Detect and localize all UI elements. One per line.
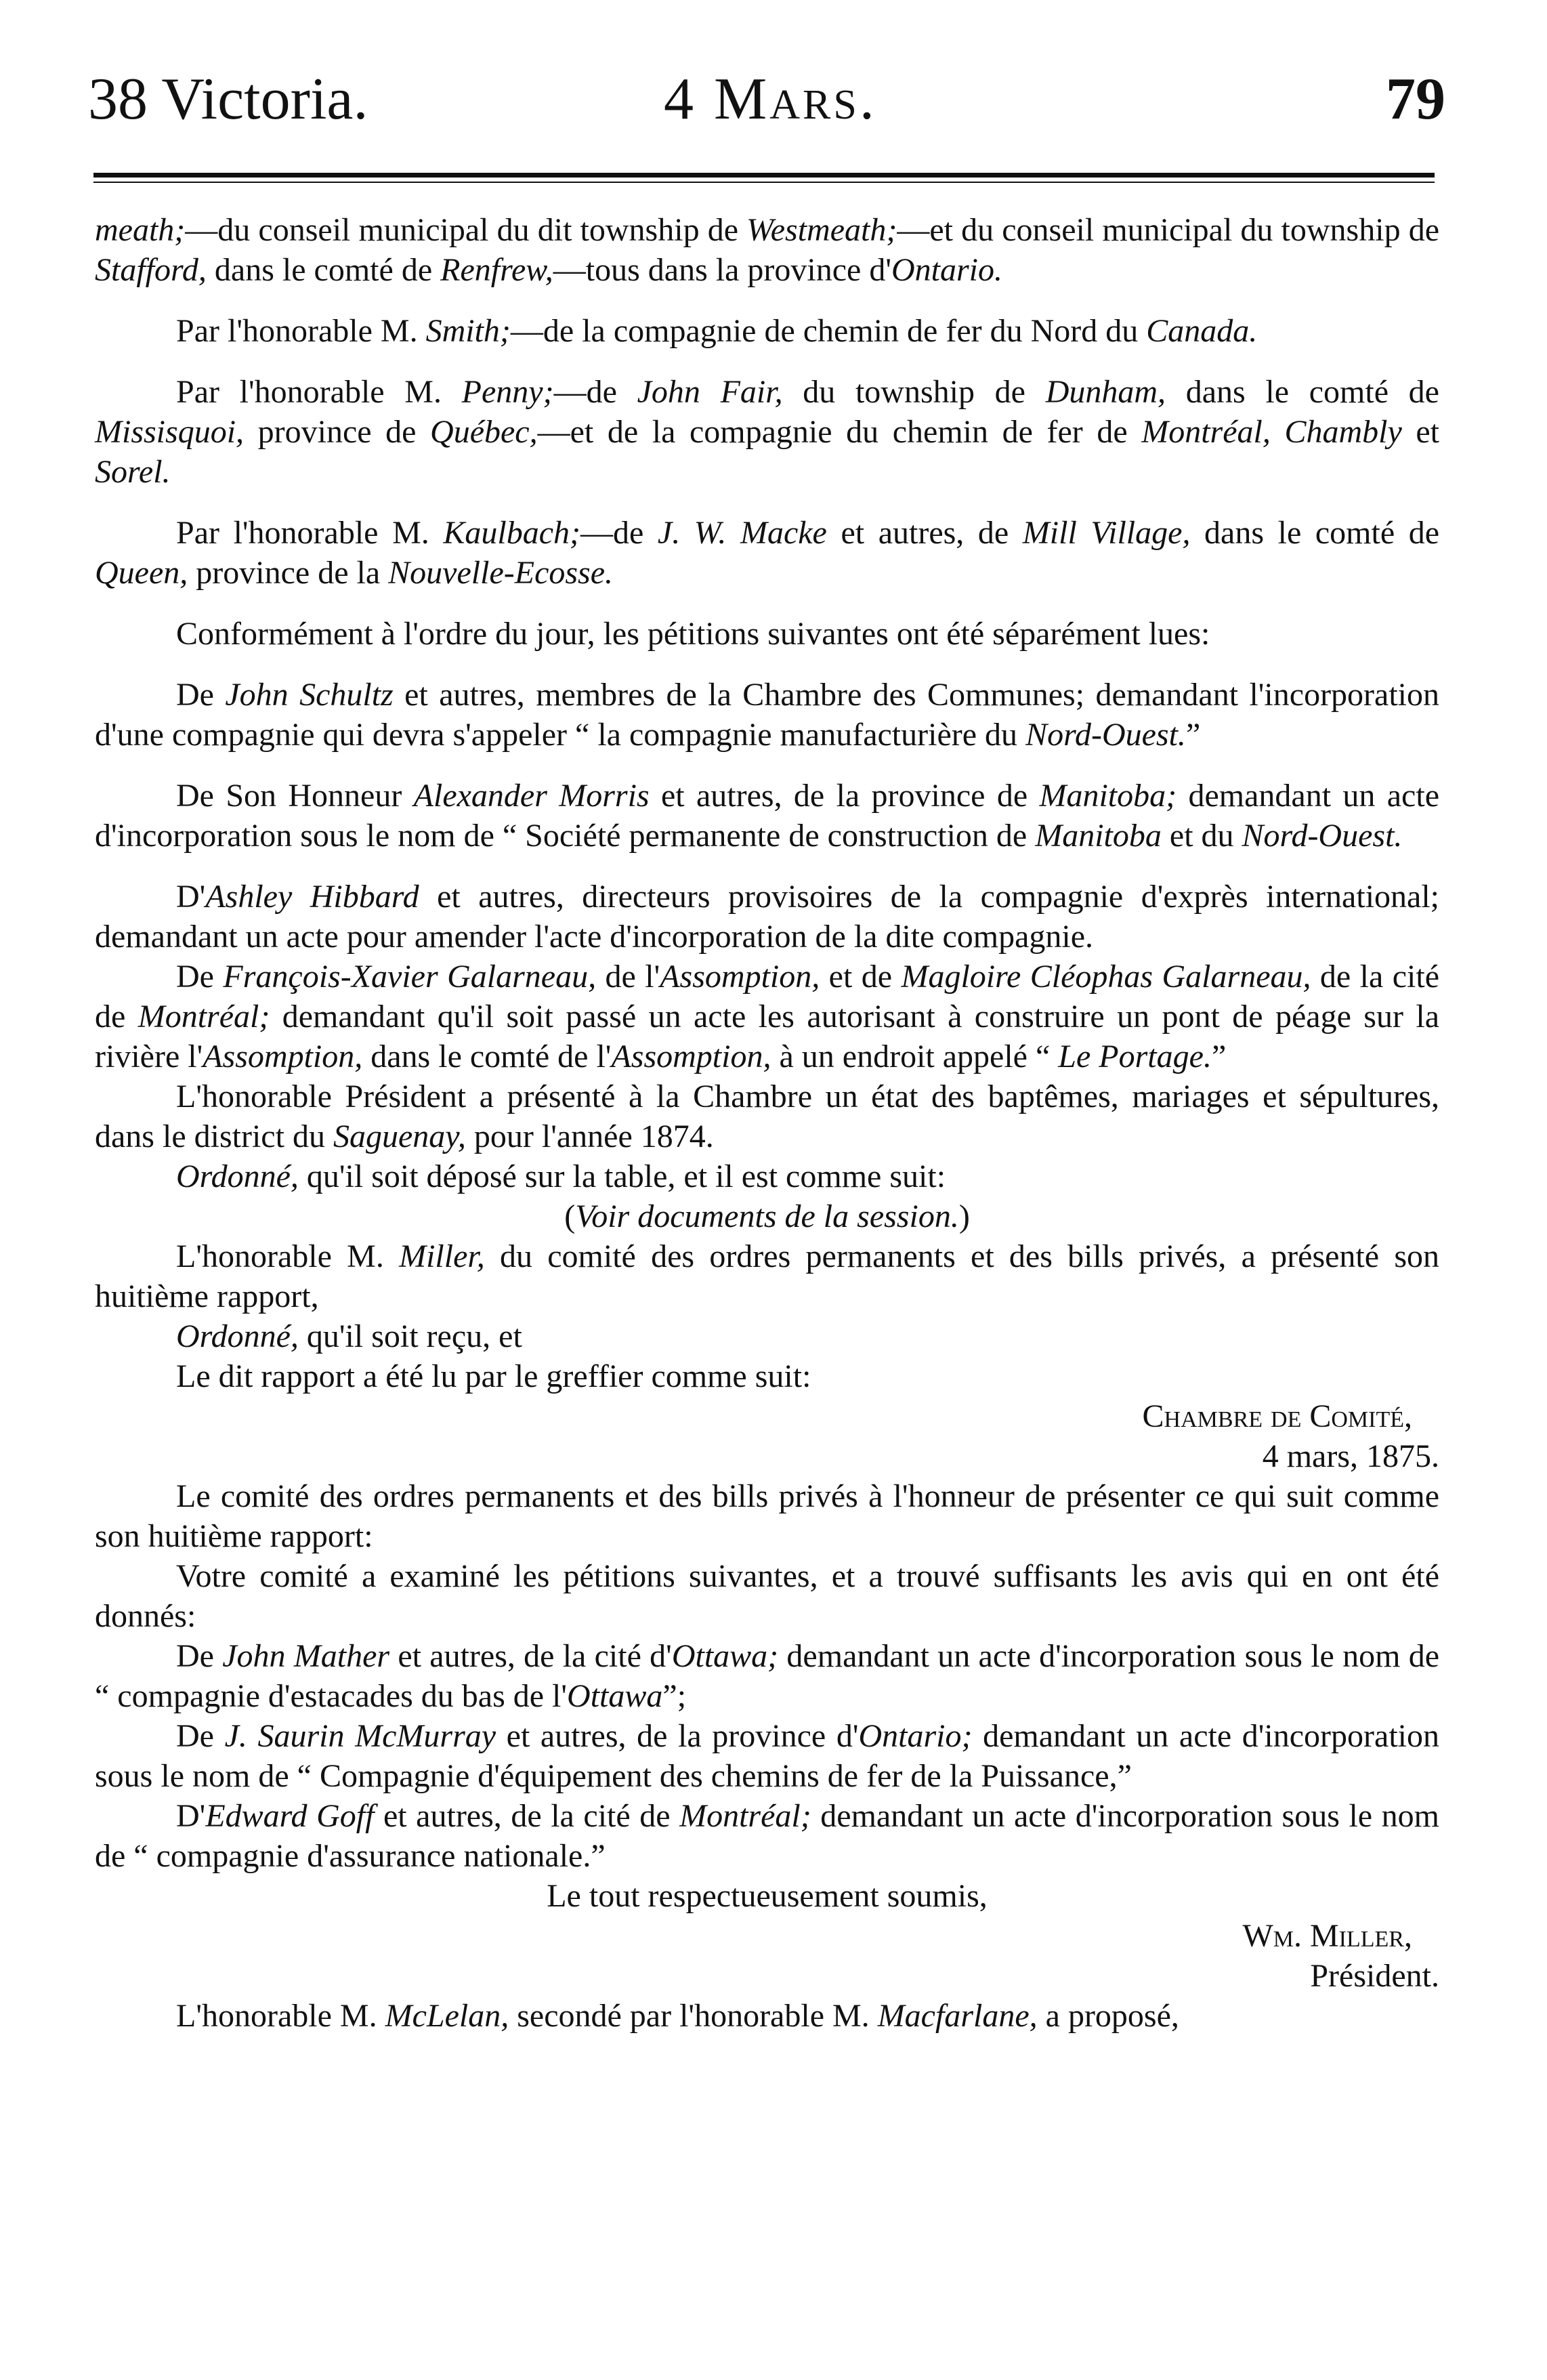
- paragraph: Le comité des ordres permanents et des bills privés à l'honneur de présenter ce qui suit comme son huitième rapport:: [95, 1478, 1439, 1554]
- signature-title: Président.: [1310, 1958, 1439, 1994]
- paragraph: meath;—du conseil municipal du dit township de Westmeath;—et du conseil municipal du township de Stafford, dans le comté de Renfrew,—tous dans la province d'Ontario.: [95, 212, 1440, 288]
- signature-name: Wm. Miller,: [1242, 1918, 1412, 1954]
- committee-date: 4 mars, 1875.: [1262, 1438, 1439, 1474]
- paragraph: D'Edward Goff et autres, de la cité de Montréal; demandant un acte d'incorporation sous le nom de “ compagnie d'assurance nationale.”: [95, 1798, 1439, 1874]
- header-rule-thin: [93, 182, 1435, 183]
- paragraph: Par l'honorable M. Kaulbach;—de J. W. Macke et autres, de Mill Village, dans le comté de Queen, province de la Nouvelle-Ecosse.: [95, 515, 1440, 591]
- paragraph: L'honorable M. Miller, du comité des ordres permanents et des bills privés, a présenté son huitième rapport,: [95, 1238, 1440, 1314]
- paragraph: L'honorable M. McLelan, secondé par l'honorable M. Macfarlane, a proposé,: [176, 1998, 1179, 2034]
- header-session: 38 Victoria.: [88, 66, 368, 132]
- paragraph: De John Schultz et autres, membres de la Chambre des Communes; demandant l'incorporation d'une compagnie qui devra s'appeler “ la compagnie manufacturière du Nord-Ouest.”: [95, 677, 1440, 753]
- paragraph-centered: (Voir documents de la session.): [564, 1198, 970, 1234]
- closing-text: Le tout respectueusement soumis,: [547, 1878, 988, 1914]
- document-body: [95, 210, 1439, 2036]
- header-date: 4 Mars.: [664, 66, 877, 132]
- paragraph: Conformément à l'ordre du jour, les pétitions suivantes ont été séparément lues:: [176, 616, 1210, 652]
- paragraph: Votre comité a examiné les pétitions suivantes, et a trouvé suffisants les avis qui en ont été donnés:: [95, 1558, 1439, 1634]
- paragraph: Ordonné, qu'il soit reçu, et: [176, 1318, 522, 1354]
- paragraph: De John Mather et autres, de la cité d'Ottawa; demandant un acte d'incorporation sous le nom de “ compagnie d'estacades du bas de l'Ottawa”;: [95, 1638, 1439, 1714]
- paragraph: Par l'honorable M. Penny;—de John Fair, du township de Dunham, dans le comté de Missisquoi, province de Québec,—et de la compagnie du chemin de fer de Montréal, Chambly et Sorel.: [95, 374, 1439, 490]
- paragraph: D'Ashley Hibbard et autres, directeurs provisoires de la compagnie d'exprès international; demandant un acte pour amender l'acte d'incorporation de la dite compagnie.: [95, 879, 1439, 955]
- paragraph: Ordonné, qu'il soit déposé sur la table, et il est comme suit:: [176, 1158, 946, 1194]
- paragraph: De François-Xavier Galarneau, de l'Assomption, et de Magloire Cléophas Galarneau, de la cité de Montréal; demandant qu'il soit passé un acte les autorisant à construire un pont de péage sur la rivière l'Assomption, dans le comté de l'Assomption, à un endroit appelé “ Le Portage.”: [95, 959, 1440, 1074]
- paragraph: Par l'honorable M. Smith;—de la compagnie de chemin de fer du Nord du Canada.: [176, 313, 1258, 349]
- committee-place: Chambre de Comité,: [1142, 1398, 1412, 1434]
- paragraph: L'honorable Président a présenté à la Chambre un état des baptêmes, mariages et sépultures, dans le district du Saguenay, pour l'année 1874.: [95, 1079, 1439, 1154]
- page-header: [88, 65, 1445, 140]
- paragraph: De Son Honneur Alexander Morris et autres, de la province de Manitoba; demandant un acte d'incorporation sous le nom de “ Société permanente de construction de Manitoba et du Nord-Ouest.: [95, 778, 1439, 854]
- header-page-number: 79: [1386, 66, 1445, 132]
- paragraph: Le dit rapport a été lu par le greffier comme suit:: [176, 1358, 811, 1394]
- paragraph: De J. Saurin McMurray et autres, de la province d'Ontario; demandant un acte d'incorporation sous le nom de “ Compagnie d'équipement des chemins de fer de la Puissance,”: [95, 1718, 1440, 1794]
- header-rule: [93, 173, 1435, 178]
